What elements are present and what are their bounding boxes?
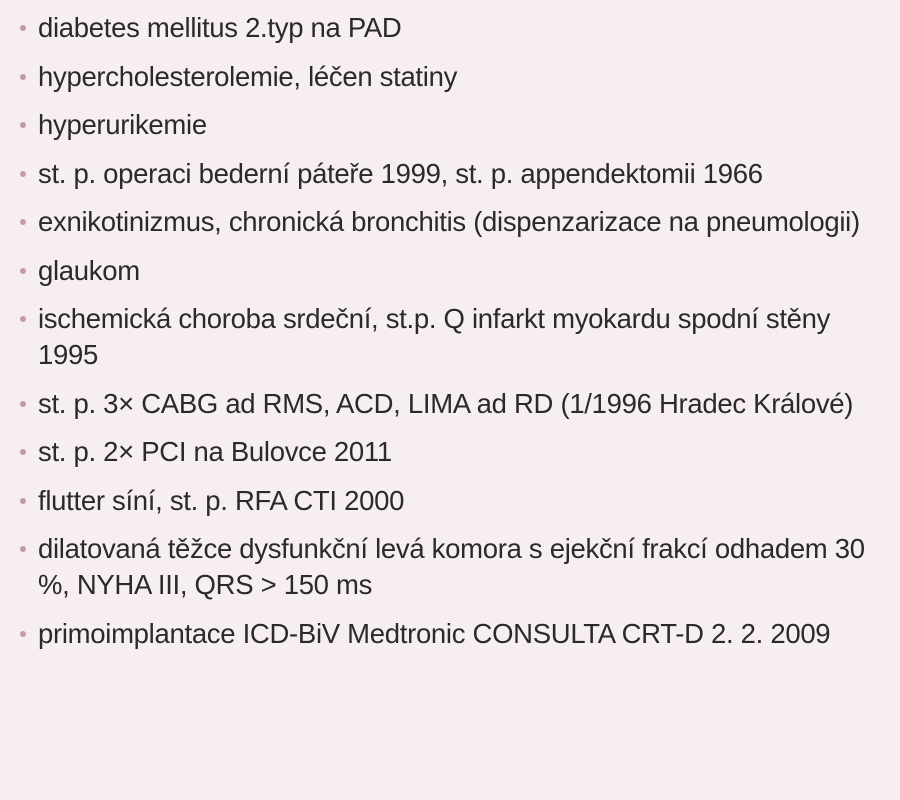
list-item bbox=[0, 10, 900, 46]
list-item-text: hypercholesterolemie, léčen statiny bbox=[38, 60, 458, 92]
bullet-icon bbox=[20, 498, 26, 504]
list-item bbox=[0, 616, 900, 652]
list-item bbox=[0, 434, 900, 470]
list-item-text: glaukom bbox=[38, 254, 140, 286]
bullet-icon bbox=[20, 401, 26, 407]
list-item bbox=[0, 107, 900, 143]
list-item bbox=[0, 204, 900, 240]
list-item bbox=[0, 156, 900, 192]
list-item-text: st. p. 2× PCI na Bulovce 2011 bbox=[38, 436, 392, 467]
bullet-icon bbox=[20, 219, 26, 225]
bullet-icon bbox=[20, 122, 26, 128]
bullet-icon bbox=[20, 171, 26, 177]
list-item-text: flutter síní, st. p. RFA CTI 2000 bbox=[38, 484, 405, 516]
list-item-text: hyperurikemie bbox=[38, 109, 207, 140]
bullet-icon bbox=[20, 316, 26, 322]
list-item-text: ischemická choroba srdeční, st.p. Q infarkt myokardu spodní stěny 1995 bbox=[38, 303, 831, 370]
list-item-text: primoimplantace ICD-BiV Medtronic CONSULTA CRT-D 2. 2. 2009 bbox=[38, 617, 831, 649]
bullet-icon bbox=[20, 546, 26, 552]
list-item-text: dilatovaná těžce dysfunkční levá komora s ejekční frakcí odhadem 30 %, NYHA III, QRS > 150 ms bbox=[38, 533, 865, 600]
list-item bbox=[0, 253, 900, 289]
list-item bbox=[0, 59, 900, 95]
list-item-text: diabetes mellitus 2.typ na PAD bbox=[38, 12, 402, 43]
bullet-icon bbox=[20, 449, 26, 455]
bullet-icon bbox=[20, 74, 26, 80]
list-item bbox=[0, 531, 900, 603]
list-item-text: st. p. operaci bederní páteře 1999, st. p. appendektomii 1966 bbox=[38, 157, 763, 189]
bullet-icon bbox=[20, 268, 26, 274]
list-item-text: exnikotinizmus, chronická bronchitis (dispenzarizace na pneumologii) bbox=[38, 206, 860, 237]
medical-history-list bbox=[0, 10, 900, 652]
list-item bbox=[0, 483, 900, 519]
list-item bbox=[0, 386, 900, 422]
bullet-icon bbox=[20, 631, 26, 637]
list-item-text: st. p. 3× CABG ad RMS, ACD, LIMA ad RD (1/1996 Hradec Králové) bbox=[38, 387, 854, 419]
bullet-icon bbox=[20, 25, 26, 31]
list-item bbox=[0, 301, 900, 373]
